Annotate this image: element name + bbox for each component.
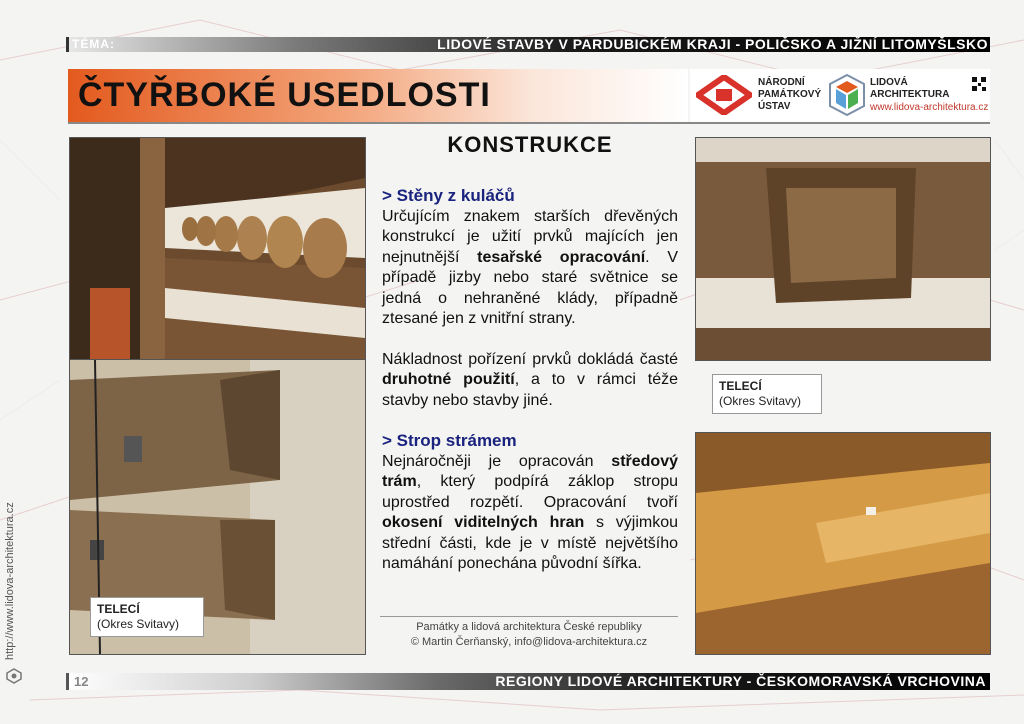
caption-left-place: TELECÍ bbox=[97, 602, 140, 616]
text-column bbox=[382, 186, 678, 575]
section-title: KONSTRUKCE bbox=[447, 132, 613, 157]
credit-line-1: Památky a lidová architektura České republiky bbox=[416, 621, 642, 633]
caption-right-region: (Okres Svitavy) bbox=[719, 394, 802, 408]
npu-logo-icon bbox=[696, 75, 752, 115]
credit-block bbox=[380, 620, 678, 650]
title-underline bbox=[68, 122, 990, 124]
theme-label: TÉMA: bbox=[72, 37, 115, 51]
caption-right-place: TELECÍ bbox=[719, 379, 762, 393]
credit-divider bbox=[380, 616, 678, 617]
walls-heading: > Stěny z kuláčů bbox=[382, 186, 515, 205]
lidova-architektura-small-icon bbox=[6, 668, 22, 684]
page-number: 12 bbox=[74, 674, 89, 689]
caption-right bbox=[712, 374, 822, 414]
walls-paragraph-2: Nákladnost pořízení prvků dokládá časté druhotné použití, a to v rámci téže stavby nebo stavby jiné. bbox=[382, 350, 679, 409]
ceiling-heading: > Strop strámem bbox=[382, 431, 517, 450]
logos-panel bbox=[690, 69, 990, 122]
la-line-2: ARCHITEKTURA bbox=[870, 89, 950, 100]
la-line-1: LIDOVÁ bbox=[870, 77, 908, 88]
npu-line-1: NÁRODNÍ bbox=[758, 77, 805, 88]
footer-bar bbox=[66, 673, 990, 690]
page-title: ČTYŘBOKÉ USEDLOSTI bbox=[78, 76, 491, 114]
ceiling-paragraph: Nejnáročněji je opracován středový trám, který podpírá záklop stropu uprostřed rozpětí. Opracování tvoří okosení viditelných hran s výjimkou střední části, kde je v místě největšího namáhání ponechána původní šířka. bbox=[382, 452, 678, 572]
footer-region: REGIONY LIDOVÉ ARCHITEKTURY - ČESKOMORAVSKÁ VRCHOVINA bbox=[495, 673, 986, 689]
lidova-architektura-logo-icon bbox=[828, 73, 866, 117]
title-bar bbox=[68, 69, 688, 122]
theme-text: LIDOVÉ STAVBY V PARDUBICKÉM KRAJI - POLIČSKO A JIŽNÍ LITOMYŠLSKO bbox=[437, 36, 988, 52]
theme-bar bbox=[66, 37, 990, 52]
credit-line-2: © Martin Čerňanský, info@lidova-architektura.cz bbox=[410, 636, 648, 648]
theme-bar-divider bbox=[66, 37, 69, 52]
lidova-architektura-logo-text bbox=[870, 77, 949, 101]
npu-logo-text bbox=[758, 77, 821, 113]
footer-divider bbox=[66, 673, 69, 690]
photo-ceiling-beam bbox=[695, 432, 991, 655]
walls-paragraph-1: Určujícím znakem starších dřevěných konstrukcí je užití prvků majících jen nejnutnější tesařské opracování. V případě jizby nebo staré světnice se jedná o nehraněné klády, případně ztesané jen z vnitřní strany. bbox=[382, 207, 678, 327]
npu-line-3: ÚSTAV bbox=[758, 101, 791, 112]
caption-left bbox=[90, 597, 204, 637]
photo-log-wall bbox=[69, 137, 366, 361]
caption-left-region: (Okres Svitavy) bbox=[97, 617, 180, 631]
side-url-link[interactable]: http://www.lidova-architektura.cz bbox=[4, 502, 16, 660]
photo-log-joint bbox=[695, 137, 991, 361]
qr-code-icon bbox=[972, 77, 986, 91]
lidova-architektura-url-link[interactable]: www.lidova-architektura.cz bbox=[870, 102, 989, 113]
npu-line-2: PAMÁTKOVÝ bbox=[758, 89, 822, 100]
